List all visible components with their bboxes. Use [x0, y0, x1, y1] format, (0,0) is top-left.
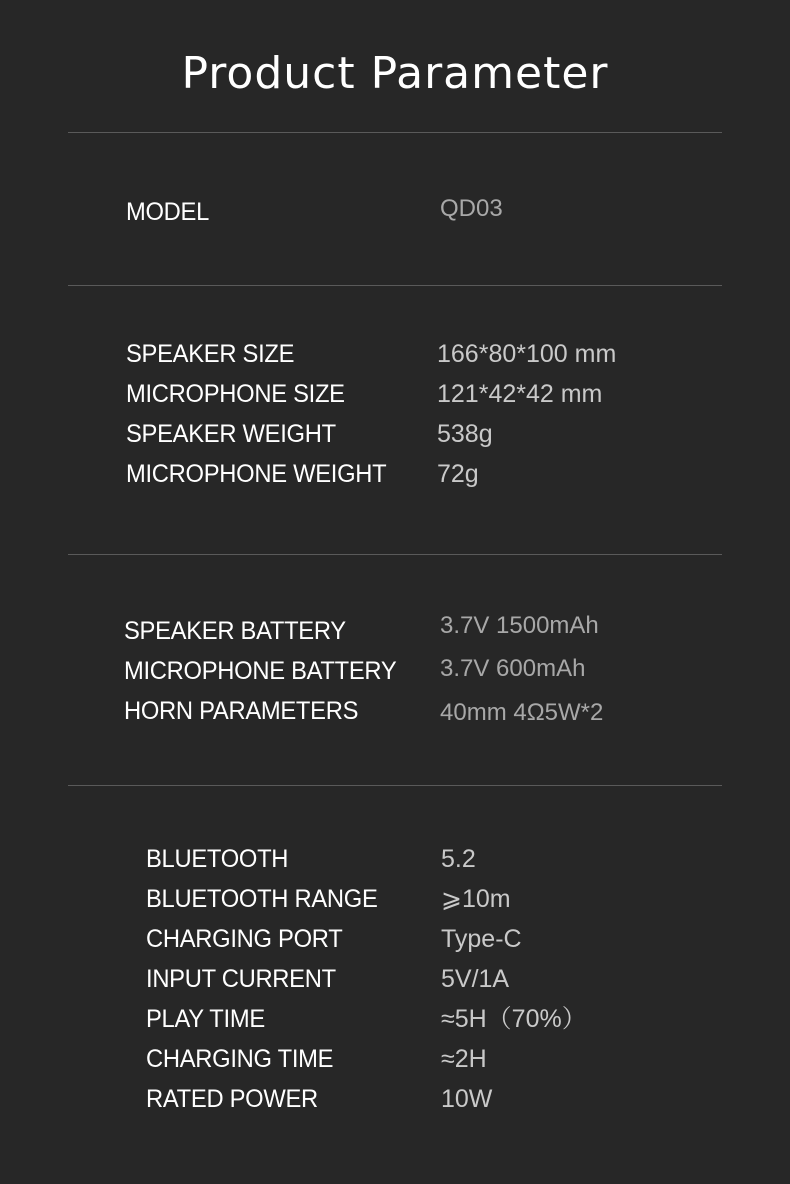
spec-value: 72g	[437, 460, 479, 488]
spec-value: 121*42*42 mm	[437, 380, 603, 408]
spec-label: SPEAKER BATTERY	[124, 617, 346, 645]
spec-label: BLUETOOTH RANGE	[146, 885, 378, 913]
spec-row-charging-time	[0, 1039, 790, 1079]
spec-row-play-time	[0, 999, 790, 1039]
spec-value: 538g	[437, 420, 493, 448]
spec-label: RATED POWER	[146, 1085, 318, 1113]
spec-row-speaker-battery	[0, 611, 790, 651]
spec-label: SPEAKER SIZE	[126, 340, 295, 368]
spec-row-microphone-weight	[0, 454, 790, 494]
spec-label: MICROPHONE BATTERY	[124, 657, 397, 685]
spec-row-horn-parameters	[0, 691, 790, 731]
spec-value: 166*80*100 mm	[437, 340, 617, 368]
spec-value: 3.7V 600mAh	[440, 655, 586, 682]
spec-label: HORN PARAMETERS	[124, 697, 359, 725]
spec-row-bluetooth-range	[0, 879, 790, 919]
spec-label: PLAY TIME	[146, 1005, 265, 1033]
spec-row-charging-port	[0, 919, 790, 959]
spec-value: QD03	[440, 195, 503, 222]
spec-row-input-current	[0, 959, 790, 999]
spec-row-bluetooth	[0, 839, 790, 879]
spec-label: CHARGING TIME	[146, 1045, 334, 1073]
divider	[68, 285, 722, 286]
spec-label: SPEAKER WEIGHT	[126, 420, 336, 448]
divider	[68, 785, 722, 786]
spec-value: 10W	[441, 1085, 493, 1113]
spec-label: MICROPHONE SIZE	[126, 380, 345, 408]
spec-label: CHARGING PORT	[146, 925, 343, 953]
spec-value: 5.2	[441, 845, 476, 873]
spec-row-microphone-battery	[0, 651, 790, 691]
spec-label: MICROPHONE WEIGHT	[126, 460, 387, 488]
spec-value: ≈2H	[441, 1045, 487, 1073]
spec-value: 3.7V 1500mAh	[440, 612, 599, 639]
spec-value: 40mm 4Ω5W*2	[440, 699, 604, 726]
spec-label: MODEL	[126, 198, 210, 226]
spec-value: 5V/1A	[441, 965, 510, 993]
spec-label: BLUETOOTH	[146, 845, 289, 873]
spec-label: INPUT CURRENT	[146, 965, 336, 993]
divider	[68, 132, 722, 133]
page-title: Product Parameter	[181, 48, 609, 99]
spec-row-rated-power	[0, 1079, 790, 1119]
spec-row-speaker-weight	[0, 414, 790, 454]
spec-value: ≈5H（70%）	[441, 1005, 587, 1033]
spec-value: ⩾10m	[441, 885, 511, 913]
spec-value: Type-C	[441, 925, 522, 953]
spec-row-speaker-size	[0, 334, 790, 374]
spec-row-microphone-size	[0, 374, 790, 414]
spec-row-model	[0, 192, 790, 232]
divider	[68, 554, 722, 555]
